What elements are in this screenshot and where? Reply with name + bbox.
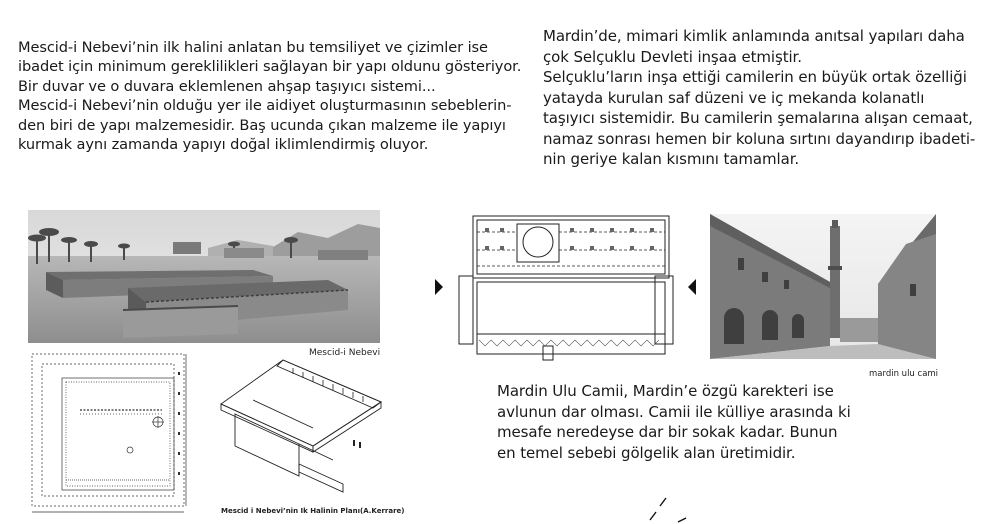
decorative-dashes [638,494,698,524]
ulu-cami-plan-drawing [455,210,680,362]
prophet-mosque-paragraph: Mescid-i Nebevi’nin ilk halini anlatan bu temsiliyet ve çizimler ise ibadet için minimum gereklilikleri sağlayan bir yapı oldunu gösteriyor. Bir duvar ve o duvara eklemlenen ahşap taşıyıcı sistemi... Mescid-i Nebevi’nin olduğu yer ile aidiyet oluşturmasının sebeblerin- den biri de yapı malzemesidir. Baş ucunda çıkan malzeme ile yapıyı kurmak aynı zamanda yapıyı doğal iklimlendirmiş oluyor. [18,39,522,154]
triangle-right-icon [435,279,443,295]
prophet-mosque-photo [28,210,380,343]
ulu-cami-photo [710,214,936,359]
mardin-paragraph: Mardin’de, mimari kimlik anlamında anıtsal yapıları daha çok Selçuklu Devleti inşaa etmiştir. Selçuklu’ların inşa ettiği camilerin en büyük ortak özelliği yatayda kurulan saf düzeni ve iç mekanda kolanatlı taşıyıcı sistemidir. Bu camilerin şemalarına alışan cemaat, namaz sonrası hemen bir koluna sırtını dayandırıp ibadeti- nin geriye kalan kısmını tamamlar. [543,27,976,168]
prophet-mosque-photo-caption: Mescid-i Nebevi [309,348,381,358]
prophet-mosque-isometric-drawing [213,356,385,504]
ulu-cami-photo-caption: mardin ulu cami [869,369,939,379]
ulu-cami-paragraph: Mardin Ulu Camii, Mardin’e özgü karekteri ise avlunun dar olması. Camii ile külliye arasında ki mesafe neredeyse dar bir sokak kadar. Bunun en temel sebebi gölgelik alan üretimidir. [497,382,851,462]
prophet-mosque-plan-caption: Mescid i Nebevi’nin Ik Halinin Planı(A.Kerrare) [221,507,405,515]
prophet-mosque-plan-drawing [30,352,190,515]
triangle-left-icon [688,279,696,295]
